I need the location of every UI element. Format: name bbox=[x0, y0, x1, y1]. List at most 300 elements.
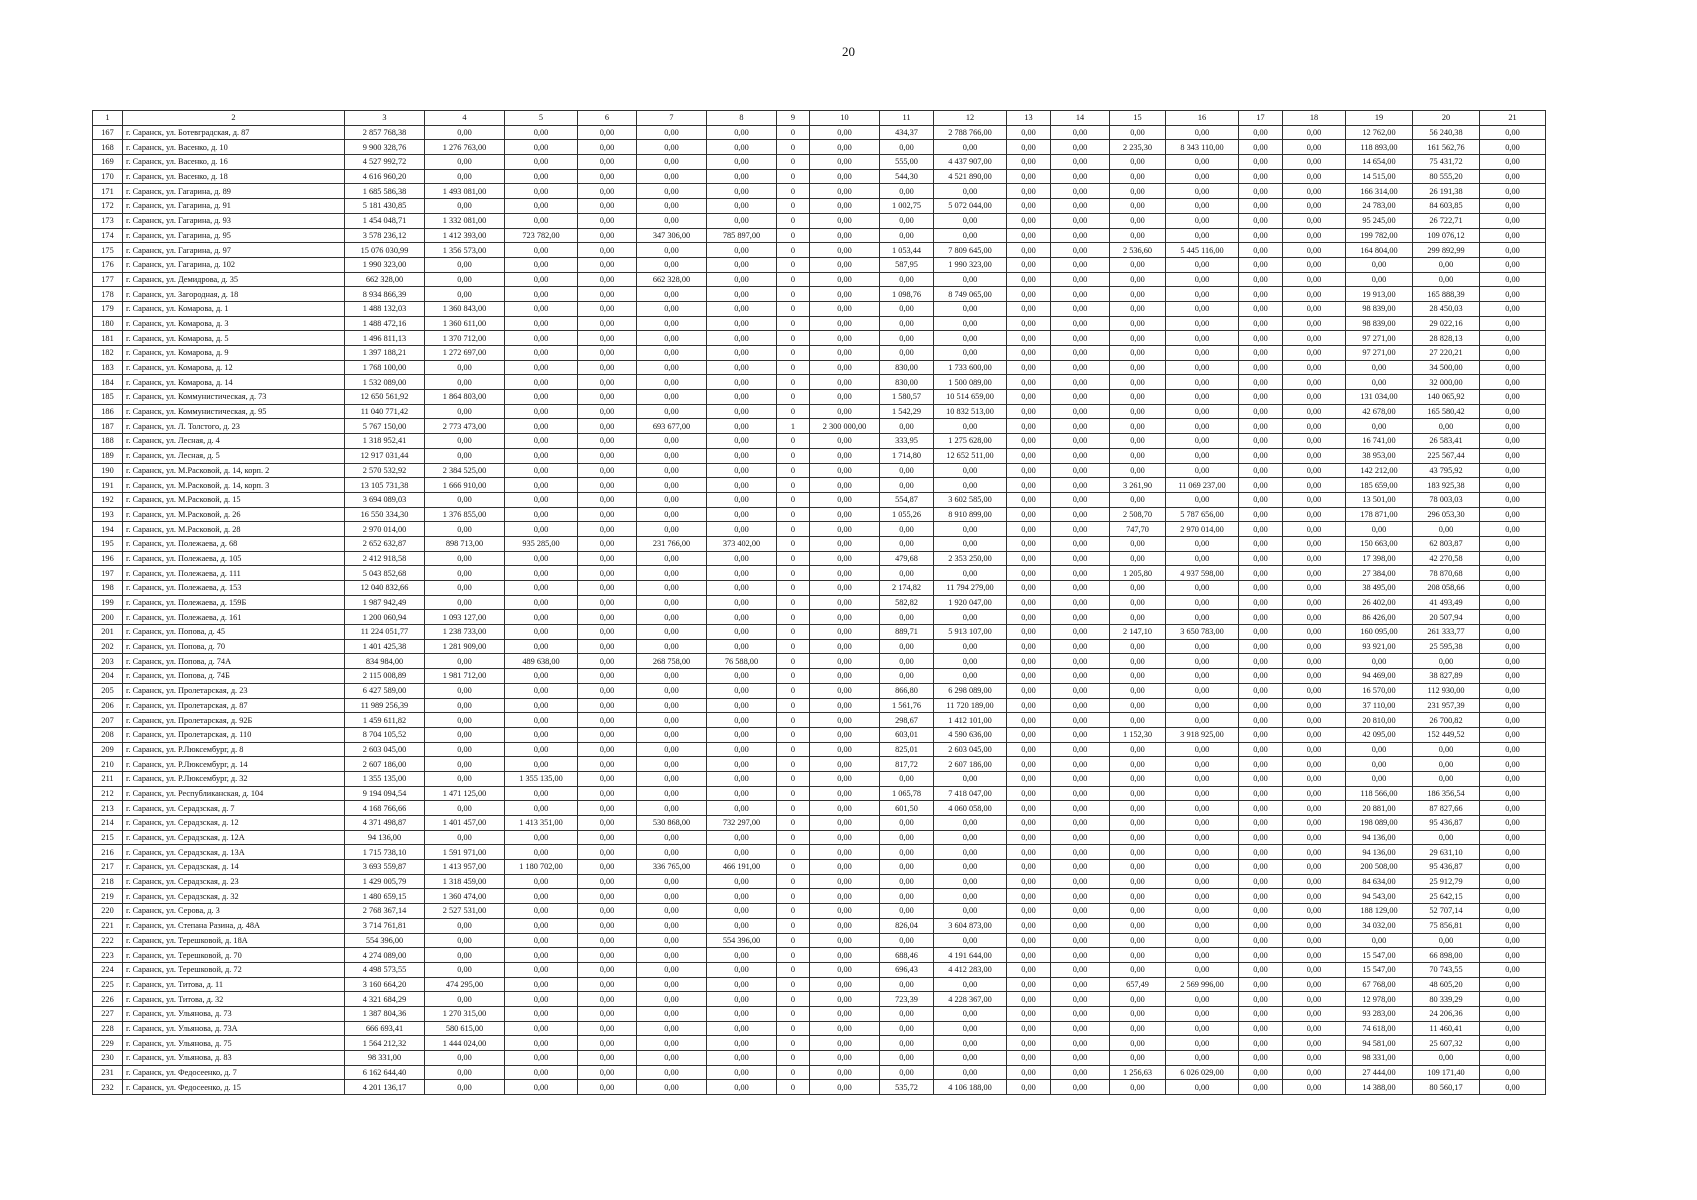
value-cell: 0 bbox=[777, 830, 810, 845]
value-cell: 208 058,66 bbox=[1413, 581, 1480, 596]
value-cell: 0,00 bbox=[707, 199, 777, 214]
value-cell: 0,00 bbox=[810, 992, 880, 1007]
value-cell: 0,00 bbox=[1166, 434, 1239, 449]
value-cell: 0,00 bbox=[578, 390, 637, 405]
value-cell: 0,00 bbox=[505, 757, 578, 772]
value-cell: 0,00 bbox=[810, 228, 880, 243]
value-cell: 0,00 bbox=[425, 962, 505, 977]
value-cell: 0,00 bbox=[1166, 448, 1239, 463]
value-cell: 0,00 bbox=[1007, 816, 1051, 831]
value-cell: 0 bbox=[777, 390, 810, 405]
value-cell: 0 bbox=[777, 257, 810, 272]
value-cell: 0 bbox=[777, 625, 810, 640]
address-cell: г. Саранск, ул. Гагарина, д. 97 bbox=[123, 243, 345, 258]
value-cell: 0,00 bbox=[1480, 889, 1546, 904]
value-cell: 0,00 bbox=[810, 874, 880, 889]
value-cell: 0,00 bbox=[1007, 801, 1051, 816]
row-number-cell: 201 bbox=[93, 625, 123, 640]
value-cell: 0,00 bbox=[637, 331, 707, 346]
value-cell: 0,00 bbox=[578, 507, 637, 522]
value-cell: 0 bbox=[777, 507, 810, 522]
value-cell: 0,00 bbox=[1413, 654, 1480, 669]
value-cell: 0,00 bbox=[1007, 625, 1051, 640]
value-cell: 0,00 bbox=[1007, 536, 1051, 551]
value-cell: 1 454 048,71 bbox=[345, 213, 425, 228]
value-cell: 0,00 bbox=[1007, 683, 1051, 698]
value-cell: 0,00 bbox=[1051, 845, 1110, 860]
value-cell: 42 270,58 bbox=[1413, 551, 1480, 566]
value-cell: 0,00 bbox=[1007, 272, 1051, 287]
value-cell: 0,00 bbox=[934, 184, 1007, 199]
value-cell: 0,00 bbox=[425, 448, 505, 463]
address-cell: г. Саранск, ул. Полежаева, д. 111 bbox=[123, 566, 345, 581]
value-cell: 0,00 bbox=[425, 654, 505, 669]
value-cell: 0,00 bbox=[810, 918, 880, 933]
value-cell: 0 bbox=[777, 1006, 810, 1021]
value-cell: 0 bbox=[777, 654, 810, 669]
value-cell: 0,00 bbox=[1283, 478, 1346, 493]
value-cell: 0,00 bbox=[934, 889, 1007, 904]
value-cell: 0,00 bbox=[578, 581, 637, 596]
value-cell: 0,00 bbox=[1166, 316, 1239, 331]
value-cell: 0,00 bbox=[425, 683, 505, 698]
value-cell: 2 353 250,00 bbox=[934, 551, 1007, 566]
value-cell: 0,00 bbox=[1239, 977, 1283, 992]
table-row bbox=[93, 360, 1546, 375]
value-cell: 0,00 bbox=[505, 933, 578, 948]
value-cell: 0,00 bbox=[1166, 683, 1239, 698]
value-cell: 34 500,00 bbox=[1413, 360, 1480, 375]
value-cell: 0,00 bbox=[1413, 771, 1480, 786]
table-header bbox=[93, 111, 1546, 126]
value-cell: 0,00 bbox=[1283, 625, 1346, 640]
value-cell: 0,00 bbox=[1051, 551, 1110, 566]
value-cell: 1 990 323,00 bbox=[345, 257, 425, 272]
value-cell: 93 921,00 bbox=[1346, 639, 1413, 654]
value-cell: 0,00 bbox=[1480, 904, 1546, 919]
value-cell: 0,00 bbox=[810, 1006, 880, 1021]
address-cell: г. Саранск, ул. Серадзская, д. 14 bbox=[123, 860, 345, 875]
value-cell: 830,00 bbox=[880, 360, 934, 375]
table-row bbox=[93, 654, 1546, 669]
value-cell: 78 003,03 bbox=[1413, 492, 1480, 507]
value-cell: 0,00 bbox=[934, 1051, 1007, 1066]
value-cell: 0,00 bbox=[1007, 169, 1051, 184]
value-cell: 0,00 bbox=[1166, 1036, 1239, 1051]
value-cell: 0,00 bbox=[1239, 816, 1283, 831]
value-cell: 4 590 636,00 bbox=[934, 727, 1007, 742]
row-number-cell: 179 bbox=[93, 301, 123, 316]
value-cell: 0,00 bbox=[707, 757, 777, 772]
value-cell: 0,00 bbox=[1166, 360, 1239, 375]
value-cell: 0 bbox=[777, 595, 810, 610]
value-cell: 0,00 bbox=[1413, 419, 1480, 434]
value-cell: 0,00 bbox=[1239, 992, 1283, 1007]
table-row bbox=[93, 742, 1546, 757]
value-cell: 34 032,00 bbox=[1346, 918, 1413, 933]
value-cell: 657,49 bbox=[1110, 977, 1166, 992]
value-cell: 3 693 559,87 bbox=[345, 860, 425, 875]
value-cell: 0,00 bbox=[810, 140, 880, 155]
value-cell: 0,00 bbox=[1110, 287, 1166, 302]
value-cell: 2 607 186,00 bbox=[345, 757, 425, 772]
value-cell: 0,00 bbox=[1480, 360, 1546, 375]
value-cell: 1 053,44 bbox=[880, 243, 934, 258]
value-cell: 12 652 511,00 bbox=[934, 448, 1007, 463]
value-cell: 0,00 bbox=[810, 390, 880, 405]
value-cell: 0,00 bbox=[1166, 155, 1239, 170]
value-cell: 0,00 bbox=[1283, 228, 1346, 243]
value-cell: 0,00 bbox=[1007, 184, 1051, 199]
value-cell: 0,00 bbox=[880, 213, 934, 228]
value-cell: 0,00 bbox=[1283, 463, 1346, 478]
value-cell: 0,00 bbox=[1283, 683, 1346, 698]
value-cell: 0,00 bbox=[1413, 522, 1480, 537]
value-cell: 0,00 bbox=[1166, 801, 1239, 816]
value-cell: 0,00 bbox=[1413, 1051, 1480, 1066]
value-cell: 0,00 bbox=[505, 962, 578, 977]
value-cell: 0,00 bbox=[707, 786, 777, 801]
value-cell: 0,00 bbox=[1051, 184, 1110, 199]
value-cell: 0,00 bbox=[1283, 199, 1346, 214]
value-cell: 94 581,00 bbox=[1346, 1036, 1413, 1051]
value-cell: 0,00 bbox=[505, 874, 578, 889]
address-cell: г. Саранск, ул. Полежаева, д. 153 bbox=[123, 581, 345, 596]
value-cell: 3 650 783,00 bbox=[1166, 625, 1239, 640]
value-cell: 0,00 bbox=[425, 287, 505, 302]
value-cell: 0,00 bbox=[1051, 301, 1110, 316]
value-cell: 0,00 bbox=[578, 199, 637, 214]
value-cell: 1 591 971,00 bbox=[425, 845, 505, 860]
value-cell: 0,00 bbox=[637, 1051, 707, 1066]
value-cell: 1 205,80 bbox=[1110, 566, 1166, 581]
value-cell: 0,00 bbox=[1239, 404, 1283, 419]
value-cell: 0,00 bbox=[578, 1065, 637, 1080]
table-row bbox=[93, 169, 1546, 184]
value-cell: 0,00 bbox=[1166, 257, 1239, 272]
value-cell: 0,00 bbox=[880, 184, 934, 199]
value-cell: 296 053,30 bbox=[1413, 507, 1480, 522]
value-cell: 0,00 bbox=[1239, 595, 1283, 610]
value-cell: 4 106 188,00 bbox=[934, 1080, 1007, 1095]
table-row bbox=[93, 904, 1546, 919]
value-cell: 0,00 bbox=[880, 419, 934, 434]
column-header-9: 9 bbox=[777, 111, 810, 126]
value-cell: 0,00 bbox=[707, 169, 777, 184]
value-cell: 4 321 684,29 bbox=[345, 992, 425, 1007]
value-cell: 0,00 bbox=[934, 1065, 1007, 1080]
value-cell: 0,00 bbox=[1283, 771, 1346, 786]
value-cell: 1 666 910,00 bbox=[425, 478, 505, 493]
value-cell: 0,00 bbox=[1480, 698, 1546, 713]
value-cell: 0,00 bbox=[810, 316, 880, 331]
value-cell: 0,00 bbox=[1110, 1006, 1166, 1021]
value-cell: 0,00 bbox=[1480, 566, 1546, 581]
value-cell: 0,00 bbox=[1283, 213, 1346, 228]
value-cell: 1 542,29 bbox=[880, 404, 934, 419]
value-cell: 0,00 bbox=[707, 1036, 777, 1051]
value-cell: 1 401 457,00 bbox=[425, 816, 505, 831]
value-cell: 2 603 045,00 bbox=[345, 742, 425, 757]
row-number-cell: 226 bbox=[93, 992, 123, 1007]
value-cell: 0,00 bbox=[880, 610, 934, 625]
table-row bbox=[93, 419, 1546, 434]
value-cell: 0,00 bbox=[1480, 860, 1546, 875]
table-row bbox=[93, 860, 1546, 875]
row-number-cell: 190 bbox=[93, 463, 123, 478]
value-cell: 0,00 bbox=[1239, 536, 1283, 551]
value-cell: 0 bbox=[777, 566, 810, 581]
value-cell: 0,00 bbox=[505, 830, 578, 845]
value-cell: 0,00 bbox=[1239, 125, 1283, 140]
value-cell: 0,00 bbox=[1239, 889, 1283, 904]
value-cell: 0,00 bbox=[1110, 962, 1166, 977]
address-cell: г. Саранск, ул. Ульянова, д. 83 bbox=[123, 1051, 345, 1066]
value-cell: 0,00 bbox=[505, 595, 578, 610]
table-row bbox=[93, 1080, 1546, 1095]
value-cell: 0,00 bbox=[1239, 434, 1283, 449]
value-cell: 0,00 bbox=[1051, 874, 1110, 889]
value-cell: 1 272 697,00 bbox=[425, 346, 505, 361]
value-cell: 0,00 bbox=[1480, 434, 1546, 449]
value-cell: 165 888,39 bbox=[1413, 287, 1480, 302]
value-cell: 0,00 bbox=[1051, 228, 1110, 243]
value-cell: 0 bbox=[777, 816, 810, 831]
address-cell: г. Саранск, ул. Республиканская, д. 104 bbox=[123, 786, 345, 801]
value-cell: 0,00 bbox=[1007, 845, 1051, 860]
value-cell: 1 429 005,79 bbox=[345, 874, 425, 889]
value-cell: 1 355 135,00 bbox=[345, 771, 425, 786]
value-cell: 4 412 283,00 bbox=[934, 962, 1007, 977]
row-number-cell: 172 bbox=[93, 199, 123, 214]
value-cell: 10 514 659,00 bbox=[934, 390, 1007, 405]
value-cell: 261 333,77 bbox=[1413, 625, 1480, 640]
value-cell: 0,00 bbox=[707, 771, 777, 786]
value-cell: 0,00 bbox=[505, 948, 578, 963]
value-cell: 0,00 bbox=[425, 375, 505, 390]
address-cell: г. Саранск, ул. М.Расковой, д. 14, корп. 2 bbox=[123, 463, 345, 478]
value-cell: 0,00 bbox=[1480, 933, 1546, 948]
value-cell: 0,00 bbox=[1239, 331, 1283, 346]
value-cell: 0,00 bbox=[707, 727, 777, 742]
value-cell: 0,00 bbox=[1283, 419, 1346, 434]
value-cell: 186 356,54 bbox=[1413, 786, 1480, 801]
table-row bbox=[93, 874, 1546, 889]
table-row bbox=[93, 463, 1546, 478]
value-cell: 0,00 bbox=[1051, 492, 1110, 507]
value-cell: 0,00 bbox=[1480, 771, 1546, 786]
value-cell: 0,00 bbox=[1007, 1051, 1051, 1066]
value-cell: 5 787 656,00 bbox=[1166, 507, 1239, 522]
value-cell: 0,00 bbox=[707, 140, 777, 155]
row-number-cell: 188 bbox=[93, 434, 123, 449]
value-cell: 0,00 bbox=[637, 845, 707, 860]
value-cell: 0,00 bbox=[810, 257, 880, 272]
value-cell: 1 480 659,15 bbox=[345, 889, 425, 904]
value-cell: 66 898,00 bbox=[1413, 948, 1480, 963]
value-cell: 0,00 bbox=[1239, 155, 1283, 170]
value-cell: 0,00 bbox=[707, 1065, 777, 1080]
value-cell: 0,00 bbox=[637, 434, 707, 449]
value-cell: 0,00 bbox=[1239, 874, 1283, 889]
value-cell: 11 989 256,39 bbox=[345, 698, 425, 713]
value-cell: 199 782,00 bbox=[1346, 228, 1413, 243]
table-row bbox=[93, 595, 1546, 610]
value-cell: 0,00 bbox=[637, 933, 707, 948]
value-cell: 0,00 bbox=[934, 213, 1007, 228]
value-cell: 0,00 bbox=[1007, 287, 1051, 302]
row-number-cell: 209 bbox=[93, 742, 123, 757]
table-row bbox=[93, 140, 1546, 155]
value-cell: 75 856,81 bbox=[1413, 918, 1480, 933]
value-cell: 0,00 bbox=[1007, 301, 1051, 316]
value-cell: 0,00 bbox=[1480, 492, 1546, 507]
value-cell: 0,00 bbox=[1051, 522, 1110, 537]
value-cell: 0,00 bbox=[1007, 478, 1051, 493]
address-cell: г. Саранск, ул. Серадзская, д. 7 bbox=[123, 801, 345, 816]
value-cell: 12 650 561,92 bbox=[345, 390, 425, 405]
row-number-cell: 182 bbox=[93, 346, 123, 361]
value-cell: 0,00 bbox=[578, 184, 637, 199]
value-cell: 0,00 bbox=[810, 243, 880, 258]
value-cell: 0,00 bbox=[505, 301, 578, 316]
value-cell: 0,00 bbox=[505, 845, 578, 860]
value-cell: 0 bbox=[777, 287, 810, 302]
value-cell: 94 543,00 bbox=[1346, 889, 1413, 904]
value-cell: 0,00 bbox=[1110, 1021, 1166, 1036]
value-cell: 0,00 bbox=[1007, 360, 1051, 375]
value-cell: 20 881,00 bbox=[1346, 801, 1413, 816]
value-cell: 0,00 bbox=[578, 331, 637, 346]
value-cell: 0,00 bbox=[1166, 1080, 1239, 1095]
value-cell: 0,00 bbox=[810, 977, 880, 992]
value-cell: 0,00 bbox=[1007, 948, 1051, 963]
value-cell: 0,00 bbox=[1051, 125, 1110, 140]
value-cell: 0,00 bbox=[810, 698, 880, 713]
value-cell: 0,00 bbox=[1166, 992, 1239, 1007]
address-cell: г. Саранск, ул. Федосеенко, д. 7 bbox=[123, 1065, 345, 1080]
table-row bbox=[93, 830, 1546, 845]
value-cell: 0,00 bbox=[1283, 1006, 1346, 1021]
row-number-cell: 175 bbox=[93, 243, 123, 258]
row-number-cell: 217 bbox=[93, 860, 123, 875]
value-cell: 0,00 bbox=[1166, 331, 1239, 346]
value-cell: 0,00 bbox=[1239, 742, 1283, 757]
value-cell: 0,00 bbox=[810, 757, 880, 772]
address-cell: г. Саранск, ул. Серадзская, д. 13А bbox=[123, 845, 345, 860]
value-cell: 0,00 bbox=[505, 610, 578, 625]
table-row bbox=[93, 977, 1546, 992]
value-cell: 1 bbox=[777, 419, 810, 434]
value-cell: 0,00 bbox=[707, 992, 777, 1007]
table-row bbox=[93, 713, 1546, 728]
value-cell: 0,00 bbox=[1480, 654, 1546, 669]
value-cell: 165 580,42 bbox=[1413, 404, 1480, 419]
value-cell: 0,00 bbox=[1110, 669, 1166, 684]
value-cell: 0,00 bbox=[1166, 492, 1239, 507]
row-number-cell: 216 bbox=[93, 845, 123, 860]
value-cell: 0,00 bbox=[1051, 581, 1110, 596]
value-cell: 603,01 bbox=[880, 727, 934, 742]
value-cell: 0,00 bbox=[1239, 257, 1283, 272]
value-cell: 3 714 761,81 bbox=[345, 918, 425, 933]
value-cell: 0,00 bbox=[1110, 698, 1166, 713]
value-cell: 0,00 bbox=[1283, 1065, 1346, 1080]
row-number-cell: 170 bbox=[93, 169, 123, 184]
value-cell: 131 034,00 bbox=[1346, 390, 1413, 405]
address-cell: г. Саранск, ул. М.Расковой, д. 15 bbox=[123, 492, 345, 507]
column-header-5: 5 bbox=[505, 111, 578, 126]
address-cell: г. Саранск, ул. Лесная, д. 5 bbox=[123, 448, 345, 463]
value-cell: 0,00 bbox=[1166, 228, 1239, 243]
value-cell: 732 297,00 bbox=[707, 816, 777, 831]
value-cell: 0,00 bbox=[707, 155, 777, 170]
value-cell: 0,00 bbox=[1007, 669, 1051, 684]
row-number-cell: 202 bbox=[93, 639, 123, 654]
value-cell: 0 bbox=[777, 1036, 810, 1051]
value-cell: 2 570 532,92 bbox=[345, 463, 425, 478]
value-cell: 0,00 bbox=[505, 140, 578, 155]
value-cell: 0,00 bbox=[810, 478, 880, 493]
value-cell: 0,00 bbox=[637, 360, 707, 375]
value-cell: 16 570,00 bbox=[1346, 683, 1413, 698]
value-cell: 0 bbox=[777, 771, 810, 786]
value-cell: 0,00 bbox=[934, 1021, 1007, 1036]
value-cell: 0,00 bbox=[1480, 713, 1546, 728]
value-cell: 0,00 bbox=[1239, 1036, 1283, 1051]
value-cell: 0,00 bbox=[637, 301, 707, 316]
table-row bbox=[93, 771, 1546, 786]
value-cell: 0,00 bbox=[505, 522, 578, 537]
value-cell: 0,00 bbox=[1283, 375, 1346, 390]
value-cell: 0,00 bbox=[1239, 639, 1283, 654]
value-cell: 0,00 bbox=[1346, 771, 1413, 786]
value-cell: 0,00 bbox=[1166, 301, 1239, 316]
value-cell: 0,00 bbox=[1110, 889, 1166, 904]
value-cell: 0,00 bbox=[578, 830, 637, 845]
value-cell: 0,00 bbox=[1480, 962, 1546, 977]
value-cell: 0,00 bbox=[578, 771, 637, 786]
table-row bbox=[93, 581, 1546, 596]
value-cell: 0,00 bbox=[505, 434, 578, 449]
value-cell: 0,00 bbox=[1239, 948, 1283, 963]
value-cell: 0,00 bbox=[810, 1036, 880, 1051]
value-cell: 688,46 bbox=[880, 948, 934, 963]
value-cell: 0 bbox=[777, 169, 810, 184]
value-cell: 0,00 bbox=[934, 566, 1007, 581]
value-cell: 479,68 bbox=[880, 551, 934, 566]
address-cell: г. Саранск, ул. М.Расковой, д. 26 bbox=[123, 507, 345, 522]
value-cell: 0,00 bbox=[578, 448, 637, 463]
value-cell: 4 616 960,20 bbox=[345, 169, 425, 184]
value-cell: 0,00 bbox=[810, 434, 880, 449]
address-cell: г. Саранск, ул. Попова, д. 74Б bbox=[123, 669, 345, 684]
value-cell: 696,43 bbox=[880, 962, 934, 977]
table-row bbox=[93, 346, 1546, 361]
value-cell: 38 953,00 bbox=[1346, 448, 1413, 463]
value-cell: 0 bbox=[777, 272, 810, 287]
value-cell: 0,00 bbox=[880, 639, 934, 654]
value-cell: 0,00 bbox=[505, 639, 578, 654]
value-cell: 0,00 bbox=[1239, 801, 1283, 816]
column-header-19: 19 bbox=[1346, 111, 1413, 126]
value-cell: 0,00 bbox=[1110, 860, 1166, 875]
value-cell: 0,00 bbox=[505, 1080, 578, 1095]
address-cell: г. Саранск, ул. Терешковой, д. 70 bbox=[123, 948, 345, 963]
value-cell: 0,00 bbox=[1346, 272, 1413, 287]
value-cell: 0,00 bbox=[934, 536, 1007, 551]
value-cell: 0,00 bbox=[707, 889, 777, 904]
